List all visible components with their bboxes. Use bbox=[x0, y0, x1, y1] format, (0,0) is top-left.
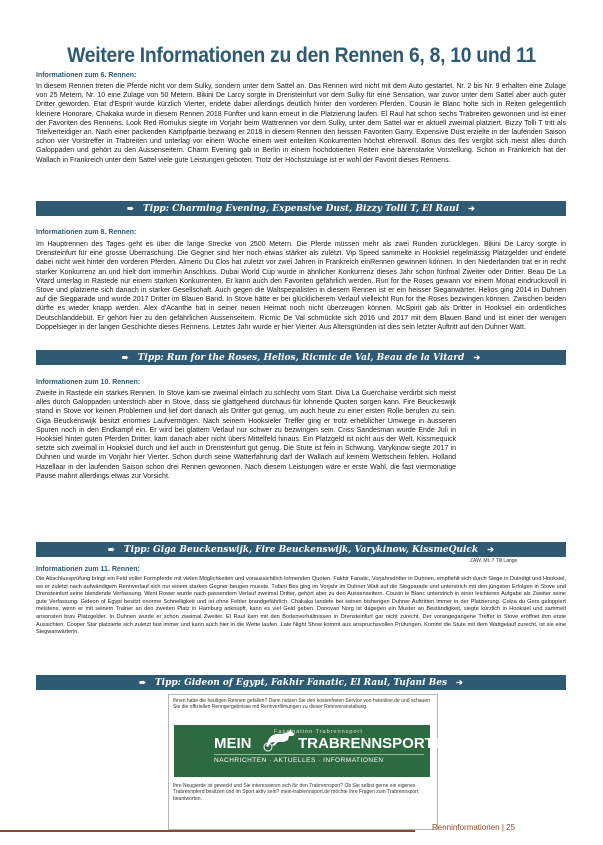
ad-banner-tagline: Faszination Trabrennsport bbox=[274, 729, 363, 735]
arrow-left-icon: ➔ bbox=[456, 677, 463, 687]
section-label-race-6: Informationen zum 6. Rennen: bbox=[36, 72, 137, 79]
tip-text-race-11: Tipp: Gideon of Egypt, Fakhir Fanatic, El Raul, Tufani Bes bbox=[154, 678, 448, 688]
ad-banner-subline: NACHRICHTEN · AKTUELLES · INFORMATIONEN bbox=[214, 757, 384, 764]
arrow-right-icon: ➠ bbox=[108, 544, 115, 554]
arrow-right-icon: ➠ bbox=[139, 677, 146, 687]
section-text-race-8: Im Hauptrennen des Tages geht es über die lange Strecke von 2500 Metern. Die Pferde müssen mehr als zwei Runden zurücklegen. Bikini De Larcy sorgte in Drensteinfurt für eine grosse Überraschung. Die Gegner sind hier noch etwas stärker als zuletzt. Vip Speed sammelte in Hooksiel regelmässig Platzgelder und endete dabei nicht weit hinter den vorderen Pferden. Almeric Du Clos hat zuletzt vor zwei Jahren in Frankreich einRennen gewinnen können. In den Niederlanden trat er in recht starker Konkurrenz an und hielt dort immerhin Anschluss. Dubai World Cup wurde in ähnlicher Konkurrenz dieses Jahr schon fünfmal Zweiter oder Dritter. Beau De La Vitard unterlag in Rastede nur einem starken Konkurrenten. Er kann auch den Favoriten gefährlich werden. Run for the Roses gewann vor einem Monat eindrucksvoll in Stove und platzierte sich danach in starker Gesellschaft. Auch gegen die Waltspezialisten in diesem Rennen ist er ein heisser Sieganwärter. Helios ging 2014 in Duhnen auf die Siegparade und wurde 2017 Dritter im Blauen Band. In Stove hätte er bei glücklicherem Verlauf vielleicht Run for the Roses bezwingen können. Zwischen beiden dürfte es wieder knapp werden. Alex d'Acanthe hat in seiner neuen Heimat noch nicht überzeugen können. McSpirit gab als Dritter in Hooksiel ein ordentliches Deutschlanddebüt. Er gehört hier zu den gefährlichen Aussenseitern. Ricmic De Val schmückte sich 2016 und 2017 mit dem Blauen Band und ist einer der wenigen Doppelsieger in der langen Geschichte dieses Rennens. Letztes Jahr wurde er hier Vierter. Aus Altersgründen ist dies sein letzter Auftritt auf den Duhner Watt. bbox=[36, 241, 566, 331]
section-text-race-10: Zweite in Rastede ein starkes Rennen. In Stove kam sie zweimal einfach zu schlecht vom Start. Diva La Guerchaise verdirbt sich meist alles durch Galoppaden unterstrich aber in Stove, dass sie glattgehend durchaus für lohnende Quoten sorgen kann. Fire Beuckeswijk stand in Stove vor keinen Problemen und lief dort danach als Dritter gut genug, um auch heute zu einer ersten Rolle berufen zu sein. Giga Beuckenswijk besitzt enormes Laufvermögen. Nach seinem Hooksieler Treffer ging er trotz erheblicher Umwege in äusseren Spuren noch in den Endkampf ein. Er wird bei glattem Verlauf nur schwer zu bezwingen sein. Criss Sandesman wurde Ende Juli in Hooksiel hinter guten Pferden Dritter, kam danach aber nicht übers Mittelfeld hinaus. Ein Platzgeld ist nicht aus der Welt. Kissmequick setzte sich zweimal in Hooksiel durch und lief auch in Drensteinfurt gut genug. Die Stute ist fein in Schwung. Varykinow siegte 2017 in Duhnen und wurde im Vorjahr hier Vierter. Schon durch seine Watterfahrung darf der Wallach auf keinem Wettschein fehlen. Holland Hazellaar in der laufenden Saison schon drei Rennen gewonnen. Nach diesem Leistungen wäre er erste Wahl, die fast viermonatige Pause mahnt allerdings etwas zur Vorsicht. bbox=[36, 390, 456, 480]
arrow-right-icon: ➠ bbox=[127, 203, 134, 213]
ad-banner[interactable] bbox=[174, 725, 458, 777]
ad-intro-text: Ihnen habe die heutigen Rennen gefallen? Dann nutzen Sie den kostenfreien Service von hvtonline.de und schauen Sie die offiziellen Renngergebnisse mit Rennverfilmungen zu dieser Rennveranstaltung. bbox=[173, 698, 430, 711]
photo-credit: ZAW, Mt. 7 Till Lange bbox=[470, 558, 518, 564]
ad-outro-text: Ihre Neugierde ist geweckt und Sie interessieren sich für den Trabrennsport? Ob Sie selbst gerne ein eigenes Trabrennpferd besitzen und im Sport aktiv sein? mein-trabrennsport.de möchte Ihre Fragen zum Trabrennsport beantworten. bbox=[173, 783, 419, 802]
arrow-right-icon: ➠ bbox=[121, 352, 129, 362]
section-text-race-6: In diesem Rennen treten die Pferde nicht vor dem Sulky, sondern unter dem Sattel an. Das Rennen wird nicht mit dem Auto gestartet. Nr. 2 bis Nr. 9 erhalten eine Zulage von 25 Metern, Nr. 10 eine Zulage von 50 Metern. Bikini De Larcy sorgte in Drensteinfurt vor dem Sulky für eine Sensation, war zuvor unter dem Sattel aber auch guter Dritter geworden. Etat d'Esprit wurde kürzlich Vierter, endete dabei allerdings deutlich hinter den vorderen Pferden. Cousin le Blanc holte sich in Reiten gelegentlich kleinere Honorare, Chakaka wurde in diesem Rennen 2018 Fünfter und kann erneut in die Platzierung laufen. El Raul hat schon sechs Trabreiten gewonnen und ist einer der Favoriten des Rennens. Look Red Romulus siegte im Vorjahr beim Wattrennen vor dem Sulky, unter dem Sattel war er aktuell zweimal platziert. Bizzy Tolli T tritt als Titelverteidiger an. Nach einer packenden Kampfpartie bezwang er 2018 in diesem Rennen den heissen Favoriten Garry. Expensive Dust erzielte in der laufenden Saison schon vier Vorstreffer in Trabreiten und unterlag vor einem Woche einem weit enteilten Konkurrenten höchst ehrenvoll. Bonus des Iles vergibt sich meist alles durch Galoppaden und gehört zu den Aussenseitern. Charm Evening gab in Berlin in einem hochdotierten Reiten eine bärenstarke Vorstellung. Schon in Frankreich hat der Wallach in Frankreich unter dem Sattel viele gute Leistungen geboten. Trotz der Höchstzulage ist er wohl der Favorit dieses Rennens. bbox=[36, 83, 566, 164]
tip-text-race-10: Tipp: Giga Beuckenswijk, Fire Beuckenswijk, Varykinow, KissmeQuick bbox=[123, 545, 479, 555]
section-text-race-11: Die Abschlussprüfung bringt ein Feld voller Formpferde mit vielen Möglichkeiten und voraussichtlich lohnenden Quoten. Fakhir Fanatic, Vorjahrsdritter in Duhnen, empfiehlt sich durch Siege in Duindigt und Hooksiel, wo er zuletzt nach aufwändigem Rennverlauf sich nur einem starken Gegner beugen musste. Tufani Bes ging im Vorjahr im Duhner Watt auf die Siegparade und unterstrich mit den jüngsten Erfolgen in Stove und Drensteinfurt seine blendende Verfassung. Went Rower wurde nach passendem Verlauf zweimal Dritter, gehört aber zu den Aussenseitern. Cousin le Blanc unterstrich in einer leichteren Aufgabe als Zweiter seine gute Verfassung. Gideon of Egypt besitzt enorme Schnelligkeit und ist ohne Fehler brandgefährlich. Chakaka landete bei seinen bisherigen Duhner Auftritten immer in der Platzierung. Colza du Gers galoppiert meistens, wenn er mit seinem Trainer an den zweiten Platz in Hamburg anknüpft, kann es viel Geld geben. Donovan Norg ist dagegen ein Muster an Beständigkeit, siegte kürzlich in Hooksiel und sammelt ansonsten brav Platzgelder. In Duhnen wurde er schon zweimal Zweiter. El Raul kam mit den Bodenverhältnissen in Drensteinfurt gar nicht zurecht. Der vorangegangene Treffer in Stove eröffnet ihm erste Aussichten. Cooper Star platzierte sich zuletzt fast immer und kann auch hier in die Wette laufen. Late Night Show kommt aus anspruchsvollen Prüfungen. Kommt die Stute mit dem Wattgelauf zurecht, ist sie eine Siegwanwärterin. bbox=[36, 576, 566, 636]
tip-bar-race-11 bbox=[36, 675, 566, 690]
tip-bar-race-10 bbox=[36, 542, 566, 557]
page-title: Weitere Informationen zu den Rennen 6, 8, 10 und 11 bbox=[67, 44, 536, 67]
arrow-left-icon: ➔ bbox=[487, 544, 494, 554]
arrow-left-icon: ➔ bbox=[473, 352, 481, 362]
tip-bar-race-8 bbox=[36, 350, 566, 365]
footer-separator: | bbox=[501, 823, 507, 832]
page-footer bbox=[432, 823, 515, 832]
tip-bar-race-6 bbox=[36, 201, 566, 216]
section-label-race-10: Informationen zum 10. Rennen: bbox=[36, 379, 141, 386]
arrow-left-icon: ➔ bbox=[468, 203, 475, 213]
section-label-race-8: Informationen zum 8. Rennen: bbox=[36, 229, 137, 236]
sulky-horse-icon bbox=[262, 727, 302, 753]
ad-banner-mein: MEIN bbox=[214, 735, 252, 752]
ad-banner-divider bbox=[214, 754, 424, 755]
page-number: 25 bbox=[506, 823, 516, 832]
section-label-race-11: Informationen zum 11. Rennen: bbox=[36, 566, 140, 573]
advertisement-box[interactable] bbox=[168, 694, 458, 830]
tip-text-race-8: Tipp: Run for the Roses, Helios, Ricmic de Val, Beau de la Vitard bbox=[137, 353, 465, 363]
ad-banner-site: TRABRENNSPORT.DE bbox=[298, 735, 458, 752]
footer-rule bbox=[0, 830, 415, 832]
footer-label: Renninformationen bbox=[432, 823, 500, 832]
tip-text-race-6: Tipp: Charming Evening, Expensive Dust, Bizzy Tolli T, El Raul bbox=[143, 204, 459, 214]
